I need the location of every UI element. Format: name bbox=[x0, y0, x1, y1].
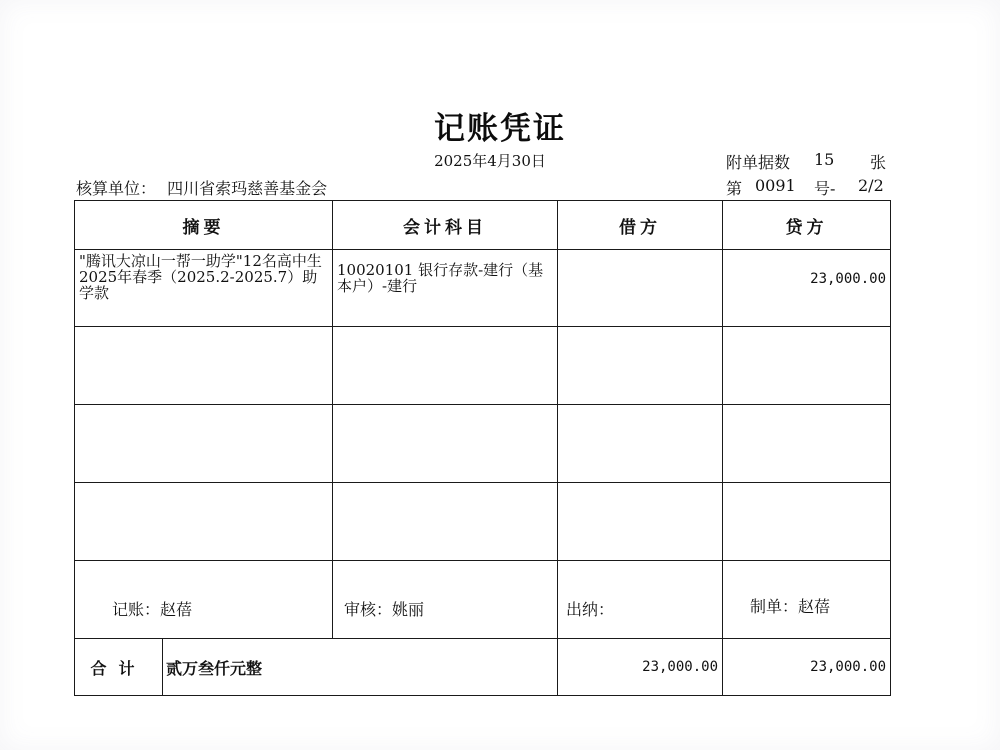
cashier-label: 出纳： bbox=[566, 600, 615, 619]
row-credit bbox=[723, 405, 891, 483]
footer-preparer bbox=[750, 594, 830, 617]
row-account: 10020101 银行存款-建行（基本户）-建行 bbox=[333, 250, 558, 327]
footer-reviewer bbox=[344, 597, 424, 620]
attachments-count: 15 bbox=[814, 150, 835, 169]
voucher-date: 2025年4月30日 bbox=[434, 152, 546, 170]
row-summary bbox=[75, 405, 333, 483]
table-row bbox=[75, 250, 891, 327]
reviewer-label: 审核： bbox=[344, 600, 393, 619]
unit-name: 四川省索玛慈善基金会 bbox=[167, 179, 328, 198]
header-account: 会计科目 bbox=[333, 201, 558, 250]
voucher-page: 2/2 bbox=[858, 176, 884, 195]
table-header-row bbox=[75, 201, 891, 250]
preparer-label: 制单： bbox=[750, 597, 799, 616]
total-label: 合计 bbox=[75, 639, 163, 696]
total-amount-words: 贰万叁仟元整 bbox=[163, 639, 558, 696]
attachments-label: 附单据数 bbox=[726, 153, 791, 172]
row-credit: 23,000.00 bbox=[723, 250, 891, 327]
attachments-unit: 张 bbox=[870, 153, 887, 172]
row-debit bbox=[558, 483, 723, 561]
total-debit: 23,000.00 bbox=[558, 639, 723, 696]
row-credit bbox=[723, 327, 891, 405]
row-summary bbox=[75, 327, 333, 405]
voucher-no-suffix: 号- bbox=[814, 179, 836, 198]
table-row bbox=[75, 327, 891, 405]
bookkeeper-name: 赵蓓 bbox=[160, 600, 193, 619]
header-summary: 摘要 bbox=[75, 201, 333, 250]
row-account bbox=[333, 327, 558, 405]
voucher-no-value: 0091 bbox=[755, 176, 796, 195]
footer-cashier bbox=[566, 597, 614, 620]
voucher-title: 记账凭证 bbox=[434, 111, 566, 147]
header-debit: 借方 bbox=[558, 201, 723, 250]
row-debit bbox=[558, 250, 723, 327]
total-row bbox=[75, 639, 891, 696]
header-credit: 贷方 bbox=[723, 201, 891, 250]
footer-bookkeeper bbox=[112, 597, 192, 620]
row-summary: "腾讯大凉山一帮一助学"12名高中生2025年春季（2025.2-2025.7）助学款 bbox=[75, 250, 333, 327]
row-debit bbox=[558, 327, 723, 405]
row-account bbox=[333, 405, 558, 483]
accounting-unit bbox=[76, 176, 327, 199]
row-credit bbox=[723, 483, 891, 561]
row-debit bbox=[558, 405, 723, 483]
unit-label: 核算单位： bbox=[76, 179, 157, 198]
table-row bbox=[75, 405, 891, 483]
table-row bbox=[75, 483, 891, 561]
bookkeeper-label: 记账： bbox=[112, 600, 161, 619]
reviewer-name: 姚丽 bbox=[392, 600, 425, 619]
total-credit: 23,000.00 bbox=[723, 639, 891, 696]
preparer-name: 赵蓓 bbox=[798, 597, 831, 616]
row-account bbox=[333, 483, 558, 561]
voucher-no-prefix: 第 bbox=[726, 179, 743, 198]
voucher-table bbox=[74, 200, 891, 696]
row-summary bbox=[75, 483, 333, 561]
